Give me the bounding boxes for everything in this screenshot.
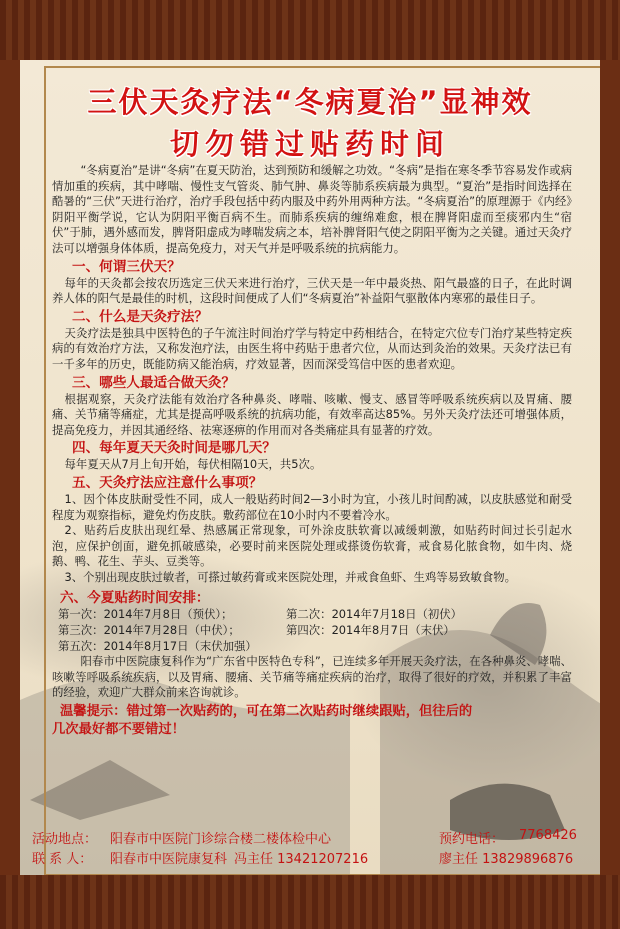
main-title: 三伏天灸疗法“冬病夏治”显神效 <box>87 85 533 119</box>
top-decorative-bar <box>0 0 620 60</box>
sub-title: 切勿错过贴药时间 <box>169 127 450 161</box>
schedule-cell: 第四次：2014年8月7日（末伏） <box>286 623 455 638</box>
schedule-row <box>58 623 572 639</box>
section-body-4: 每年夏天从7月上旬开始，每伏相隔10天，共5次。 <box>64 457 322 472</box>
schedule-table <box>58 607 572 654</box>
phone-value[interactable]: 7768426 <box>519 828 577 843</box>
schedule-row <box>58 639 572 655</box>
reminder-text-2: 几次最好都不要错过！ <box>52 722 185 738</box>
precaution-item: 3、个别出现皮肤过敏者，可搽过敏药膏或来医院处理，并戒食鱼虾、生鸡等易致敏食物。 <box>64 569 517 584</box>
content-body <box>52 163 572 739</box>
bottom-decorative-bar <box>0 875 620 929</box>
phone-label: 预约电话： <box>439 832 505 847</box>
section-body-2: 天灸疗法是独具中医特色的子午流注时间治疗学与特定中药相结合，在特定穴位专门治疗某些特定疾病的有效治疗方法，又称发泡疗法，由医生将中药贴于患者穴位，从而达到灸治的效果。天灸疗法已有一千多年的历史，既能防病又能治病，疗效显著，因而深受笃信中医的患者欢迎。 <box>52 325 572 371</box>
section-heading-6: 六、今夏贴药时间安排： <box>60 590 210 607</box>
contact-person-1[interactable]: 冯主任 13421207216 <box>234 852 369 867</box>
section-heading-4: 四、每年夏天天灸时间是哪几天？ <box>72 440 276 457</box>
reminder-text-1: 错过第一次贴药的，可在第二次贴药时继续跟贴，但往后的 <box>126 704 473 720</box>
section-heading-5: 五、天灸疗法应注意什么事项？ <box>72 474 263 491</box>
intro-paragraph: “冬病夏治”是讲“冬病”在夏天防治，达到预防和缓解之功效。“冬病”是指在寒冬季节容易发作或病情加重的疾病，其中哮喘、慢性支气管炎、肺气肿、鼻炎等肺系疾病最为典型。“夏治”是指时间选择在酷暑的“三伏”天进行治疗，治疗手段包括中药内服及中药外用两种方法。“冬病夏治”的原理源于《内经》阴阳平衡学说，它认为阴阳平衡百病不生。而肺系疾病的缠绵难愈，根在脾肾阳虚而至痰邪内生“宿伏”于肺，遇外感而发，脾肾阳虚成为哮喘发病之本，培补脾肾阳气使之阴阳平衡为之关键。通过天灸疗法可以增强身体体质，提高免疫力，对天气并是呼吸系统的抗病能力。 <box>52 163 572 255</box>
schedule-cell: 第二次：2014年7月18日（初伏） <box>286 607 463 622</box>
section-heading-2: 二、什么是天灸疗法？ <box>72 308 208 325</box>
schedule-row <box>58 607 572 623</box>
schedule-cell: 第一次：2014年7月8日（预伏）； <box>58 607 233 622</box>
section-heading-3: 三、哪些人最适合做天灸？ <box>72 374 236 391</box>
schedule-cell: 第五次：2014年8月17日（末伏加强） <box>58 638 257 653</box>
section-body-1: 每年的天灸都会按农历选定三伏天来进行治疗，三伏天是一年中最炎热、阳气最盛的日子，在此时调养人体的阳气是最佳的时机，这段时间便成了人们“冬病夏治”补益阳气驱散体内寒邪的最佳日子。 <box>52 275 572 306</box>
section-heading-1: 一、何谓三伏天？ <box>72 258 181 275</box>
reminder <box>52 703 572 739</box>
precaution-item: 1、因个体皮肤耐受性不同，成人一般贴药时间2—3小时为宜，小孩儿时间酌减，以皮肤感觉和耐受程度为观察指标，避免灼伤皮肤。敷药部位在10小时内不要着冷水。 <box>52 491 572 522</box>
section-body-3: 根据观察，天灸疗法能有效治疗各种鼻炎、哮喘、咳嗽、慢支、感冒等呼吸系统疾病以及胃痛、腰痛、关节痛等痛症，尤其是提高呼吸系统的抗病功能，有效率高达85%。另外天灸疗法还可增强体质，提高免疫力，并因其通经络、祛寒逐痹的作用而对各类痛症具有显著的疗效。 <box>52 391 572 437</box>
schedule-cell: 第三次：2014年7月28日（中伏）； <box>58 623 240 638</box>
contact-person-2[interactable]: 廖主任 13829896876 <box>439 852 574 867</box>
section-body-6: 阳春市中医院康复科作为“广东省中医特色专科”，已连续多年开展天灸疗法，在各种鼻炎、哮喘、咳嗽等呼吸系统疾病，以及胃痛、腰痛、关节痛等痛症疾病的治疗，取得了很好的疗效，并积累了丰富的经验，欢迎广大群众前来咨询就诊。 <box>52 654 572 700</box>
contact-label: 联 系 人： <box>32 852 93 867</box>
reminder-label: 温馨提示： <box>60 704 127 720</box>
contact-department: 阳春市中医院康复科 <box>110 852 228 867</box>
precaution-item: 2、贴药后皮肤出现红晕、热感属正常现象，可外涂皮肤软膏以减缓刺激，如贴药时间过长引起水泡，应保护创面，避免抓破感染，必要时前来医院处理或搽烫伤软膏，戒食易化脓食物，如牛肉、烧鹅、鸭、花生、芋头、豆类等。 <box>52 523 572 569</box>
location-value: 阳春市中医院门诊综合楼二楼体检中心 <box>110 832 332 847</box>
location-label: 活动地点： <box>32 832 98 847</box>
